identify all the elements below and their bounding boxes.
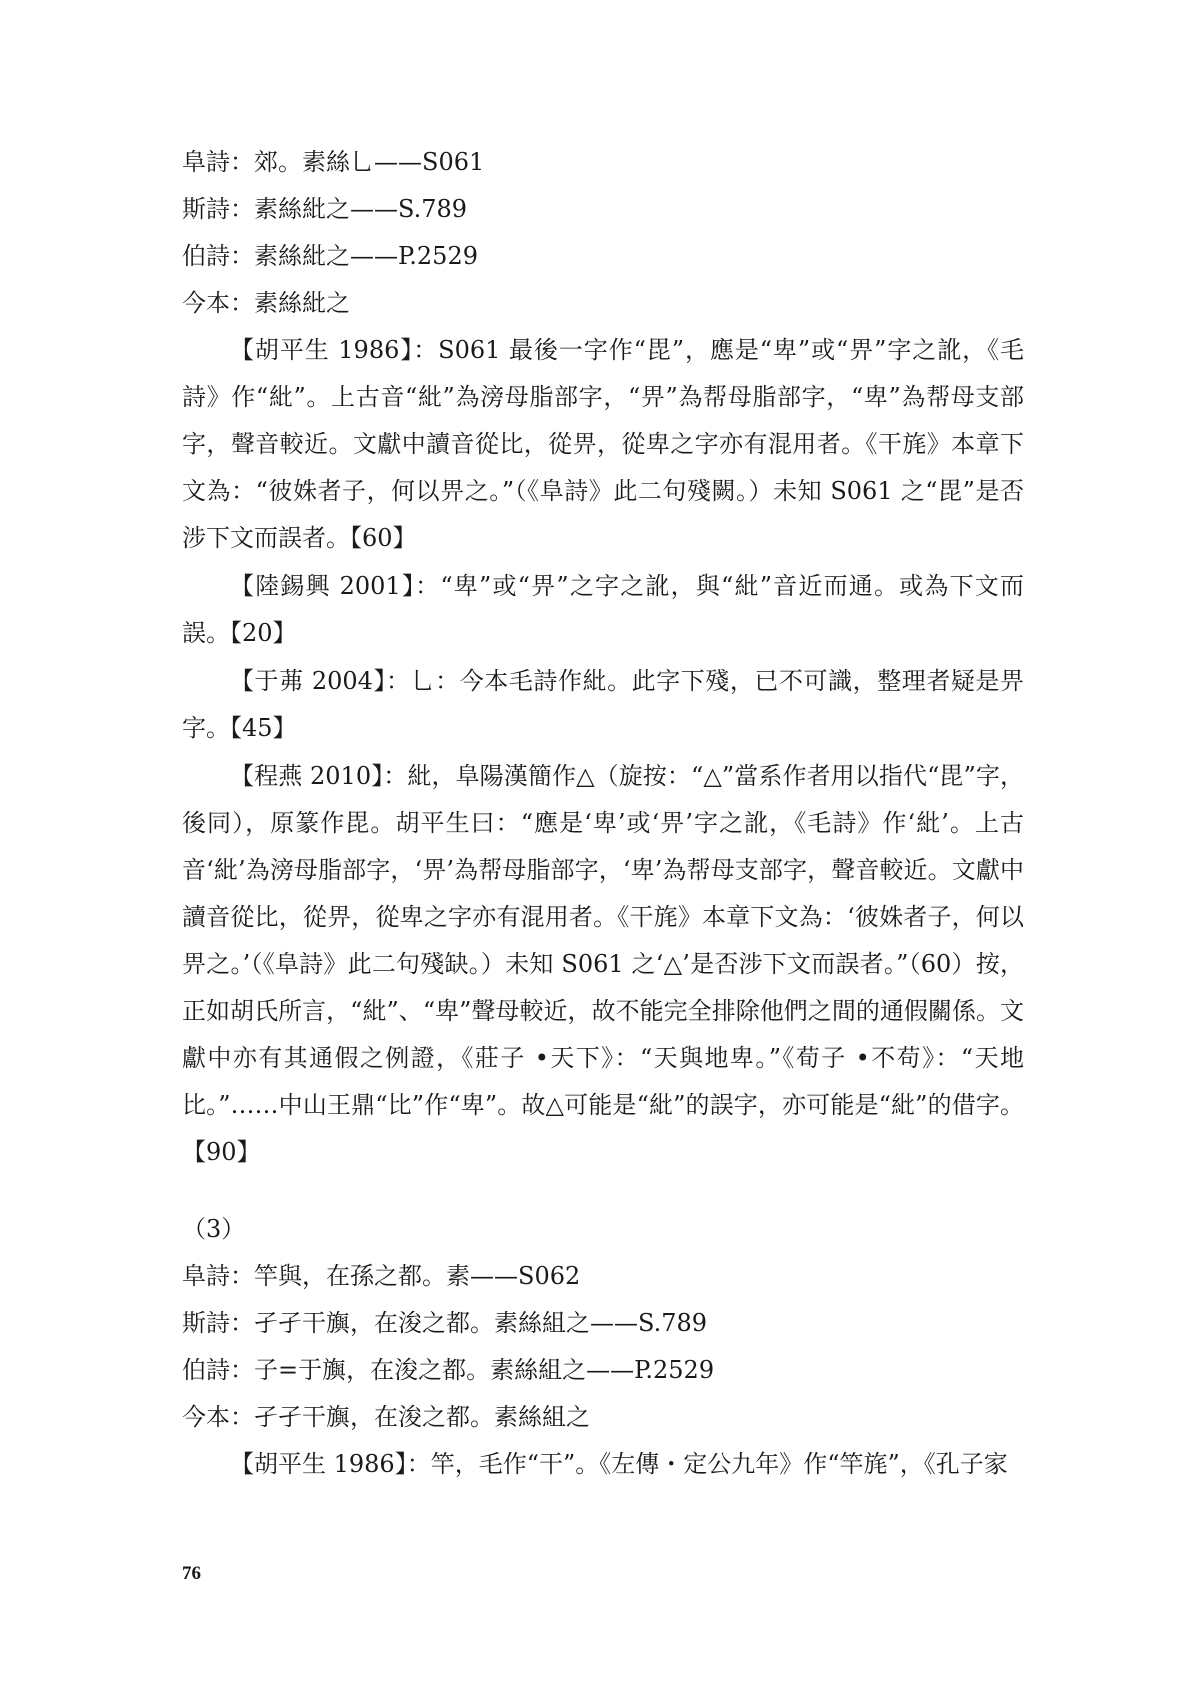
page-number: 76 bbox=[182, 1563, 201, 1584]
top-variant-list bbox=[182, 150, 1024, 315]
page-content bbox=[182, 150, 1024, 1489]
section-gap bbox=[182, 1177, 1024, 1217]
variant-line: 今本：孑孑干旟，在浚之都。素絲組之 bbox=[182, 1403, 590, 1431]
variant-line: 斯詩：素絲紕之——S.789 bbox=[182, 195, 468, 223]
variant-line: 斯詩：孑孑干旟，在浚之都。素絲組之——S.789 bbox=[182, 1309, 708, 1337]
commentary-paragraph: 【胡平生 1986】：S061 最後一字作“毘”，應是“卑”或“畀”字之訛，《毛詩》作“紕”。上古音“紕”為滂母脂部字，“畀”為帮母脂部字，“卑”為帮母支部字，聲音較近。文獻中讀音從比，從畀，從卑之字亦有混用者。《干旄》本章下文為：“彼姝者子，何以畀之。”（《阜詩》此二句殘闕。）未知 S061 之“毘”是否涉下文而誤者。【60】 bbox=[182, 336, 1024, 552]
section-label: （3） bbox=[182, 1215, 246, 1243]
variant-line: 今本：素絲紕之 bbox=[182, 289, 350, 317]
variant-line: 伯詩：素絲紕之——P.2529 bbox=[182, 242, 478, 270]
variant-line: 伯詩：子=于旟，在浚之都。素絲組之——P.2529 bbox=[182, 1356, 715, 1384]
commentary-paragraph: 【于茀 2004】：⺃：今本毛詩作紕。此字下殘，已不可識，整理者疑是畀字。【45】 bbox=[182, 667, 1024, 742]
commentary-paragraph: 【程燕 2010】：紕，阜陽漢簡作△（旋按：“△”當系作者用以指代“毘”字，後同），原篆作毘。胡平生曰：“應是‘卑’或‘畀’字之訛，《毛詩》作‘紕’。上古音‘紕’為滂母脂部字，‘畀’為帮母脂部字，‘卑’為帮母支部字，聲音較近。文獻中讀音從比，從畀，從卑之字亦有混用者。《干旄》本章下文為：‘彼姝者子，何以畀之。’（《阜詩》此二句殘缺。）未知 S061 之‘△’是否涉下文而誤者。”（60）按，正如胡氏所言，“紕”、“卑”聲母較近，故不能完全排除他們之間的通假關係。文獻中亦有其通假之例證，《莊子 •天下》：“天與地卑。”《荀子 •不苟》：“天地比。”……中山王鼎“比”作“卑”。故△可能是“紕”的誤字，亦可能是“紕”的借字。【90】 bbox=[182, 762, 1024, 1166]
variant-line: 阜詩：竿與，在孫之都。素——S062 bbox=[182, 1262, 581, 1290]
commentary-paragraph: 【胡平生 1986】：竿，毛作“干”。《左傳・定公九年》作“竿旄”，《孔子家 bbox=[230, 1450, 1008, 1478]
section-3 bbox=[182, 1217, 1024, 1488]
variant-line: 阜詩：郊。素絲⺃——S061 bbox=[182, 148, 485, 176]
commentary-paragraph: 【陸錫興 2001】：“卑”或“畀”之字之訛，與“紕”音近而通。或為下文而誤。【20】 bbox=[182, 572, 1024, 647]
